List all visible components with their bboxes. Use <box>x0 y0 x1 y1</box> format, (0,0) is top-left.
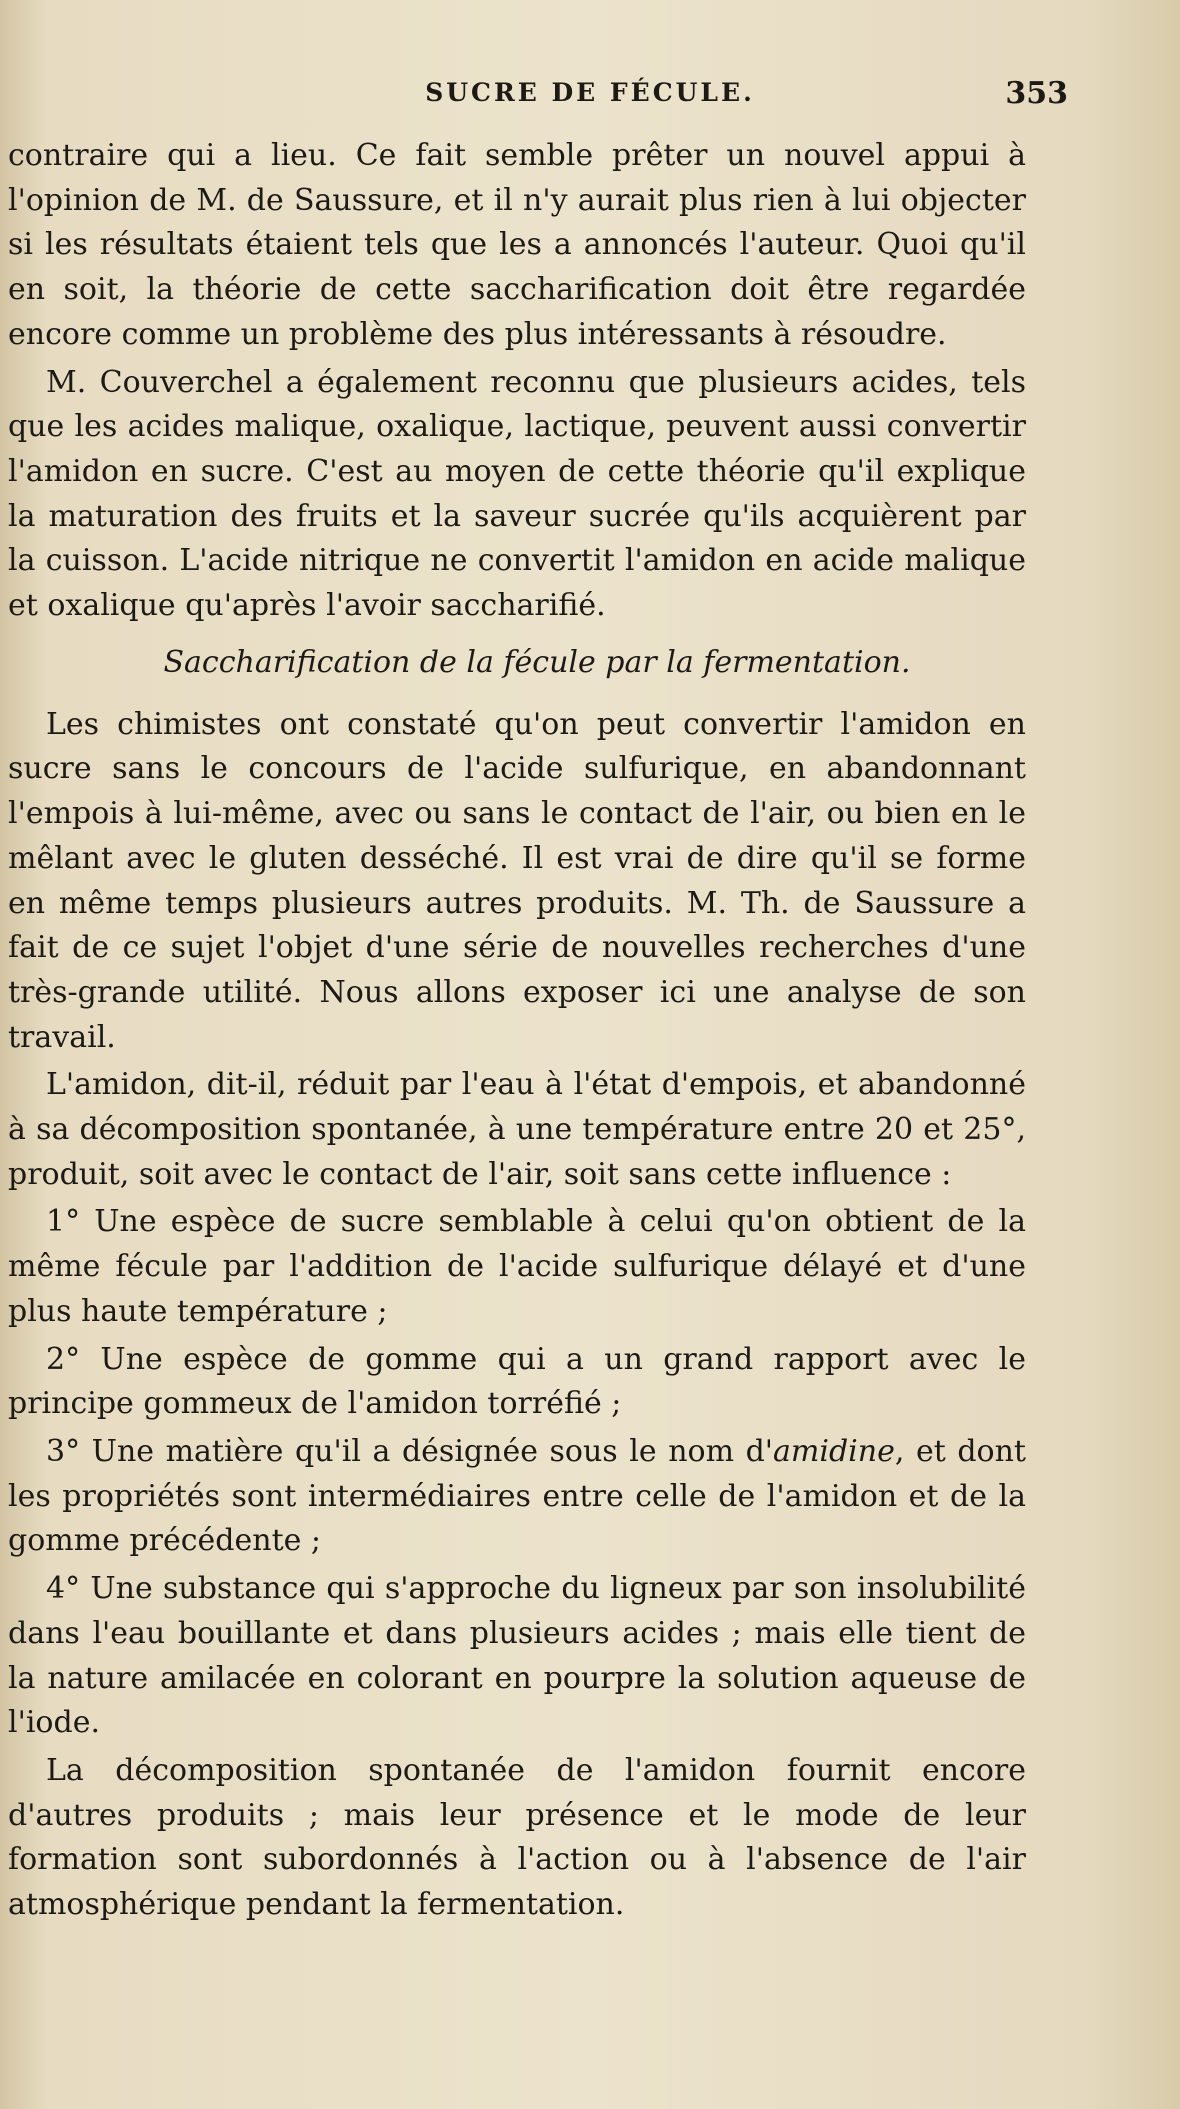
paragraph-amidon: L'amidon, dit-il, réduit par l'eau à l'état d'empois, et abandonné à sa décomposition spontanée, à une température entre 20 et 25°, produit, soit avec le contact de l'air, soit sans cette influence : <box>8 1067 1026 1192</box>
list-item-3-text: 3° Une matière qu'il a désignée sous le nom d' <box>46 1433 774 1469</box>
paragraph-continuation: contraire qui a lieu. Ce fait semble prêter un nouvel appui à l'opinion de M. de Saussure, et il n'y aurait plus rien à lui objecter si les résultats étaient tels que les a annoncés l'auteur. Quoi qu'il en soit, la théorie de cette saccharification doit être regardée encore comme un problème des plus intéressants à résoudre. <box>8 138 1026 352</box>
page-number: 353 <box>1005 76 1068 111</box>
paragraph-decomposition: La décomposition spontanée de l'amidon fournit encore d'autres produits ; mais leur présence et le mode de leur formation sont subordonnés à l'action ou à l'absence de l'air atmosphérique pendant la fermentation. <box>8 1752 1026 1923</box>
list-item-4: 4° Une substance qui s'approche du ligneux par son insolubilité dans l'eau bouillante et dans plusieurs acides ; mais elle tient de la nature amilacée en colorant en pourpre la solution aqueuse de l'iode. <box>8 1571 1026 1741</box>
term-amidine: amidine <box>773 1433 895 1469</box>
paragraph-chimistes: Les chimistes ont constaté qu'on peut convertir l'amidon en sucre sans le concours de l'acide sulfurique, en abandonnant l'empois à lui-même, avec ou sans le contact de l'air, ou bien en le mêlant avec le gluten desséché. Il est vrai de dire qu'il se forme en même temps plusieurs autres produits. M. Th. de Saussure a fait de ce sujet l'objet d'une série de nouvelles recherches d'une très-grande utilité. Nous allons exposer ici une analyse de son travail. <box>8 706 1026 1055</box>
section-heading: Saccharification de la fécule par la fermentation. <box>163 644 911 680</box>
list-item-1: 1° Une espèce de sucre semblable à celui qu'on obtient de la même fécule par l'addition de l'acide sulfurique délayé et d'une plus haute température ; <box>8 1204 1026 1329</box>
running-title: SUCRE DE FÉCULE. <box>425 78 755 107</box>
body-text <box>8 134 1026 1931</box>
paragraph-couverchel: M. Couverchel a également reconnu que plusieurs acides, tels que les acides malique, oxalique, lactique, peuvent aussi convertir l'amidon en sucre. C'est au moyen de cette théorie qu'il explique la maturation des fruits et la saveur sucrée qu'ils acquièrent par la cuisson. L'acide nitrique ne convertit l'amidon en acide malique et oxalique qu'après l'avoir saccharifié. <box>8 364 1026 624</box>
list-item-2: 2° Une espèce de gomme qui a un grand rapport avec le principe gommeux de l'amidon torréfié ; <box>8 1341 1026 1422</box>
list-item-3-rest: , et dont les propriétés sont intermédiaires entre celle de l'amidon et de la gomme précédente ; <box>8 1433 1026 1559</box>
list-item-3 <box>8 1430 1026 1564</box>
page-header <box>0 72 1180 120</box>
